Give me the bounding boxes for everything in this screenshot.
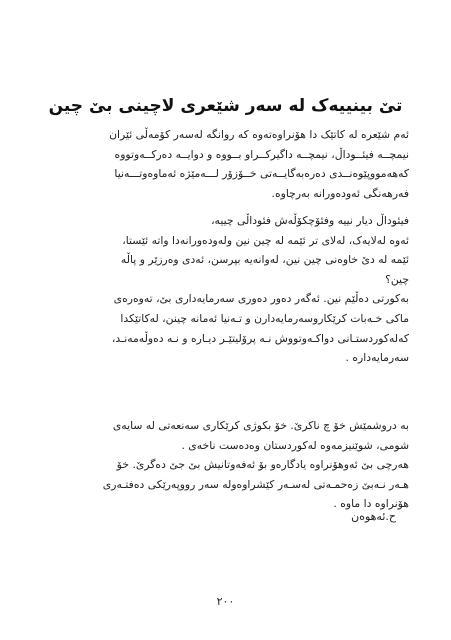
text-line: فەرهەنگی ئەودەورانە بەرچاوە. bbox=[271, 186, 409, 200]
paragraph-1 bbox=[32, 125, 409, 203]
text-line: ئێمە لە دێ خاوەنی چین نین، لەوانەیە بپرسن، ئەدی وەرزێر و پاڵە bbox=[120, 253, 409, 267]
text-line: هەرچی بێ ئەوهۆنراوە یادگارەو بۆ ئەفەوتانیش بێ جێ دەگرێ. خۆ bbox=[116, 458, 409, 472]
page-number: ٢٠٠ bbox=[216, 595, 235, 608]
text-line: هـەر نـەبێ زەحمـەتی لەسـەر کێشراوەولە سەر رووپەرێکی دەفتـەری bbox=[102, 477, 409, 491]
paragraph-3 bbox=[32, 416, 409, 514]
text-line: بەکورتی دەڵێم نین. ئەگەر دەور دەوری سەرمایەداری بێ، تەوەرەی bbox=[113, 292, 409, 306]
text-line: نیمچــە فیئــوداڵ، نیمچــە داگیرکــراو بــووە و دوایــە دەرکــەوتووە bbox=[114, 147, 409, 161]
text-line: بە دروشمێش خۆ چ ناکرێ. خۆ بکوژی کرێکاری سەنعەتی لە سایەی bbox=[112, 419, 409, 432]
text-line: چین؟ bbox=[385, 272, 409, 286]
paragraph-2 bbox=[32, 211, 409, 368]
text-line: ئەم شێعرە لە کاتێک دا هۆنراوەتەوە کە روانگە لەسەر کۆمەڵی ئێران bbox=[109, 128, 409, 141]
page-title: تێ بینییەک لە سەر شێعری لاچینی بێ چین bbox=[48, 96, 403, 116]
text-line: ئەوە لەلایەک، لەلای تر ئێمە لە چین نین ولەودەورانەدا واتە ئێستا، bbox=[122, 233, 409, 247]
author-signature: ح.ئەهوەن bbox=[351, 510, 396, 523]
text-line: کەلەکوردستـانی دواکـەوتووش نـە پرۆلیتێـر دیـارە و نـە دەوڵەمەنـد، bbox=[111, 331, 409, 345]
text-line: هۆنراوە دا ماوە . bbox=[333, 497, 409, 511]
text-line: کەهەمووپێوەنــدی دەرەبەگایــەتی خــۆزۆر لـــەمێژە ئەماوەوتـــەنیا bbox=[114, 167, 409, 181]
text-line: ماکی خـەبات کرێکاروسەرمایەدارن و تـەنیا ئەمانە چینن، لەکاتێکدا bbox=[120, 311, 409, 325]
text-line: فیئوداڵ دیار نییە وفئۆچکۆڵەش فئوداڵی چییە، bbox=[211, 214, 409, 227]
text-line: شومی، شوێنیزمەوە لەکوردستان وەدەست ناخەی . bbox=[181, 438, 409, 452]
text-line: سەرمایەدارە . bbox=[345, 351, 409, 365]
